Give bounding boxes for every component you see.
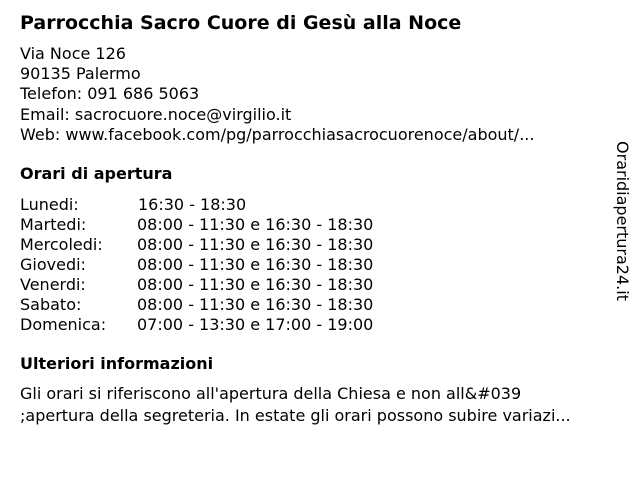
day-label: Venerdi: — [20, 275, 86, 294]
contact-block — [20, 44, 534, 145]
day-label: Domenica: — [20, 315, 107, 334]
address-line: Via Noce 126 — [20, 44, 126, 63]
day-label: Mercoledi: — [20, 235, 103, 254]
day-times: 08:00 - 11:30 e 16:30 - 18:30 — [137, 295, 374, 314]
day-label: Martedi: — [20, 215, 87, 234]
watermark-text: Oraridiapertura24.it — [613, 141, 632, 301]
day-times: 08:00 - 11:30 e 16:30 - 18:30 — [137, 255, 374, 274]
day-label: Sabato: — [20, 295, 82, 314]
email-line[interactable]: Email: sacrocuore.noce@virgilio.it — [20, 104, 292, 124]
info-line: Gli orari si riferiscono all'apertura della Chiesa e non all&#039 — [20, 384, 522, 403]
phone-line[interactable]: Telefon: 091 686 5063 — [20, 84, 200, 104]
day-times: 08:00 - 11:30 e 16:30 - 18:30 — [137, 215, 374, 234]
info-text — [20, 383, 571, 427]
day-times: 08:00 - 11:30 e 16:30 - 18:30 — [137, 235, 374, 254]
day-times: 07:00 - 13:30 e 17:00 - 19:00 — [137, 315, 374, 334]
city-line: 90135 Palermo — [20, 64, 141, 84]
info-heading: Ulteriori informazioni — [20, 354, 214, 373]
day-times: 08:00 - 11:30 e 16:30 - 18:30 — [137, 275, 374, 294]
day-times: 16:30 - 18:30 — [138, 195, 247, 214]
hours-heading: Orari di apertura — [20, 164, 173, 183]
web-line[interactable]: Web: www.facebook.com/pg/parrocchiasacrocuorenoce/about/... — [20, 124, 535, 144]
day-label: Giovedi: — [20, 255, 86, 274]
day-label: Lunedi: — [20, 195, 79, 214]
page-title: Parrocchia Sacro Cuore di Gesù alla Noce — [20, 12, 462, 34]
site-watermark — [612, 135, 632, 307]
info-line: ;apertura della segreteria. In estate gli orari possono subire variazi... — [20, 406, 571, 425]
